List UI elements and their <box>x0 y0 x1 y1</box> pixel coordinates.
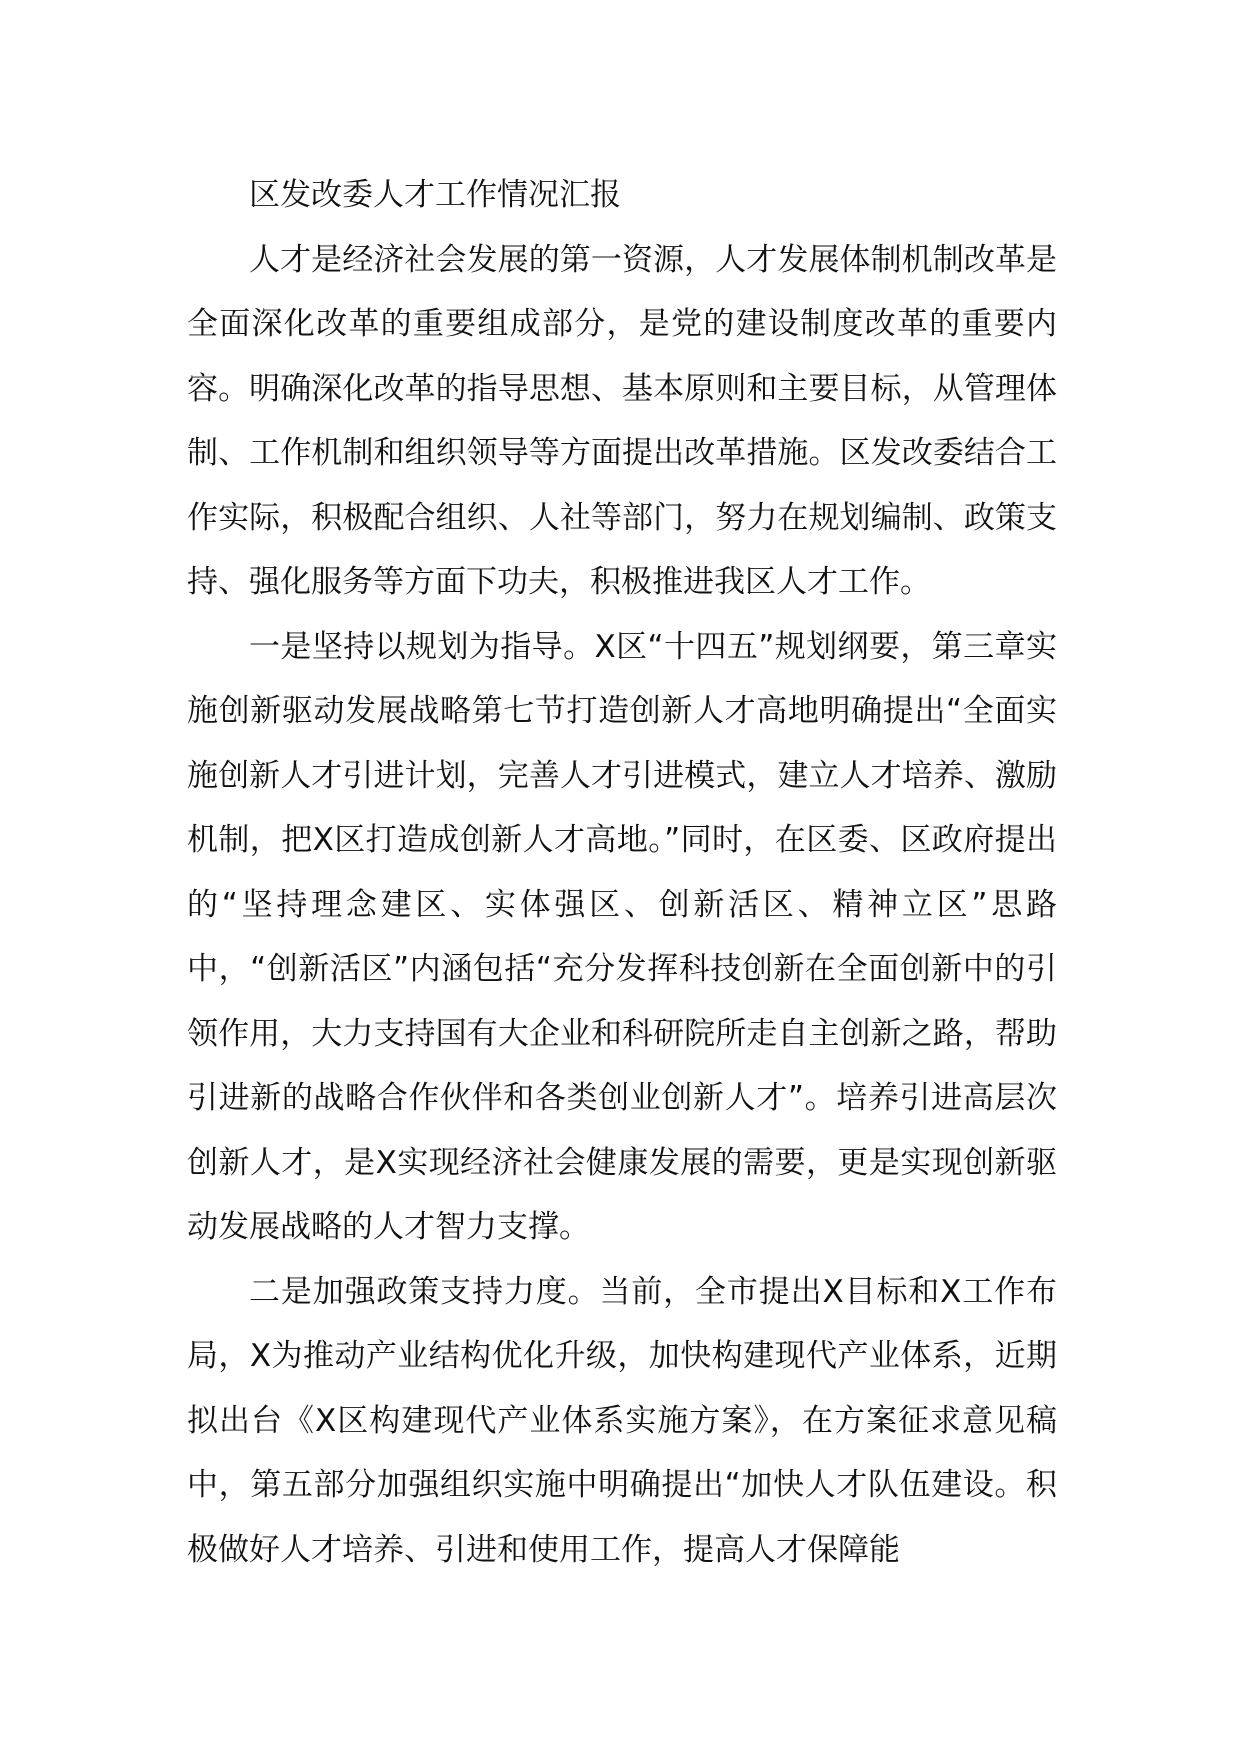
document-title: 区发改委人才工作情况汇报 <box>249 177 621 213</box>
paragraph-intro: 人才是经济社会发展的第一资源，人才发展体制机制改革是全面深化改革的重要组成部分，是党的建设制度改革的重要内容。明确深化改革的指导思想、基本原则和主要目标，从管理体制、工作机制和组织领导等方面提出改革措施。区发改委结合工作实际，积极配合组织、人社等部门，努力在规划编制、政策支持、强化服务等方面下功夫，积极推进我区人才工作。 <box>187 241 1057 600</box>
paragraph-planning: 一是坚持以规划为指导。X区“十四五”规划纲要，第三章实施创新驱动发展战略第七节打造创新人才高地明确提出“全面实施创新人才引进计划，完善人才引进模式，建立人才培养、激励机制，把X区打造成创新人才高地。”同时，在区委、区政府提出的“坚持理念建区、实体强区、创新活区、精神立区”思路中，“创新活区”内涵包括“充分发挥科技创新在全面创新中的引领作用，大力支持国有大企业和科研院所走自主创新之路，帮助引进新的战略合作伙伴和各类创业创新人才”。培养引进高层次创新人才，是X实现经济社会健康发展的需要，更是实现创新驱动发展战略的人才智力支撑。 <box>187 628 1057 1245</box>
paragraph-policy: 二是加强政策支持力度。当前，全市提出X目标和X工作布局，X为推动产业结构优化升级，加快构建现代产业体系，近期拟出台《X区构建现代产业体系实施方案》，在方案征求意见稿中，第五部分加强组织实施中明确提出“加快人才队伍建设。积极做好人才培养、引进和使用工作，提高人才保障能 <box>187 1273 1057 1568</box>
document-body <box>187 163 1057 1582</box>
